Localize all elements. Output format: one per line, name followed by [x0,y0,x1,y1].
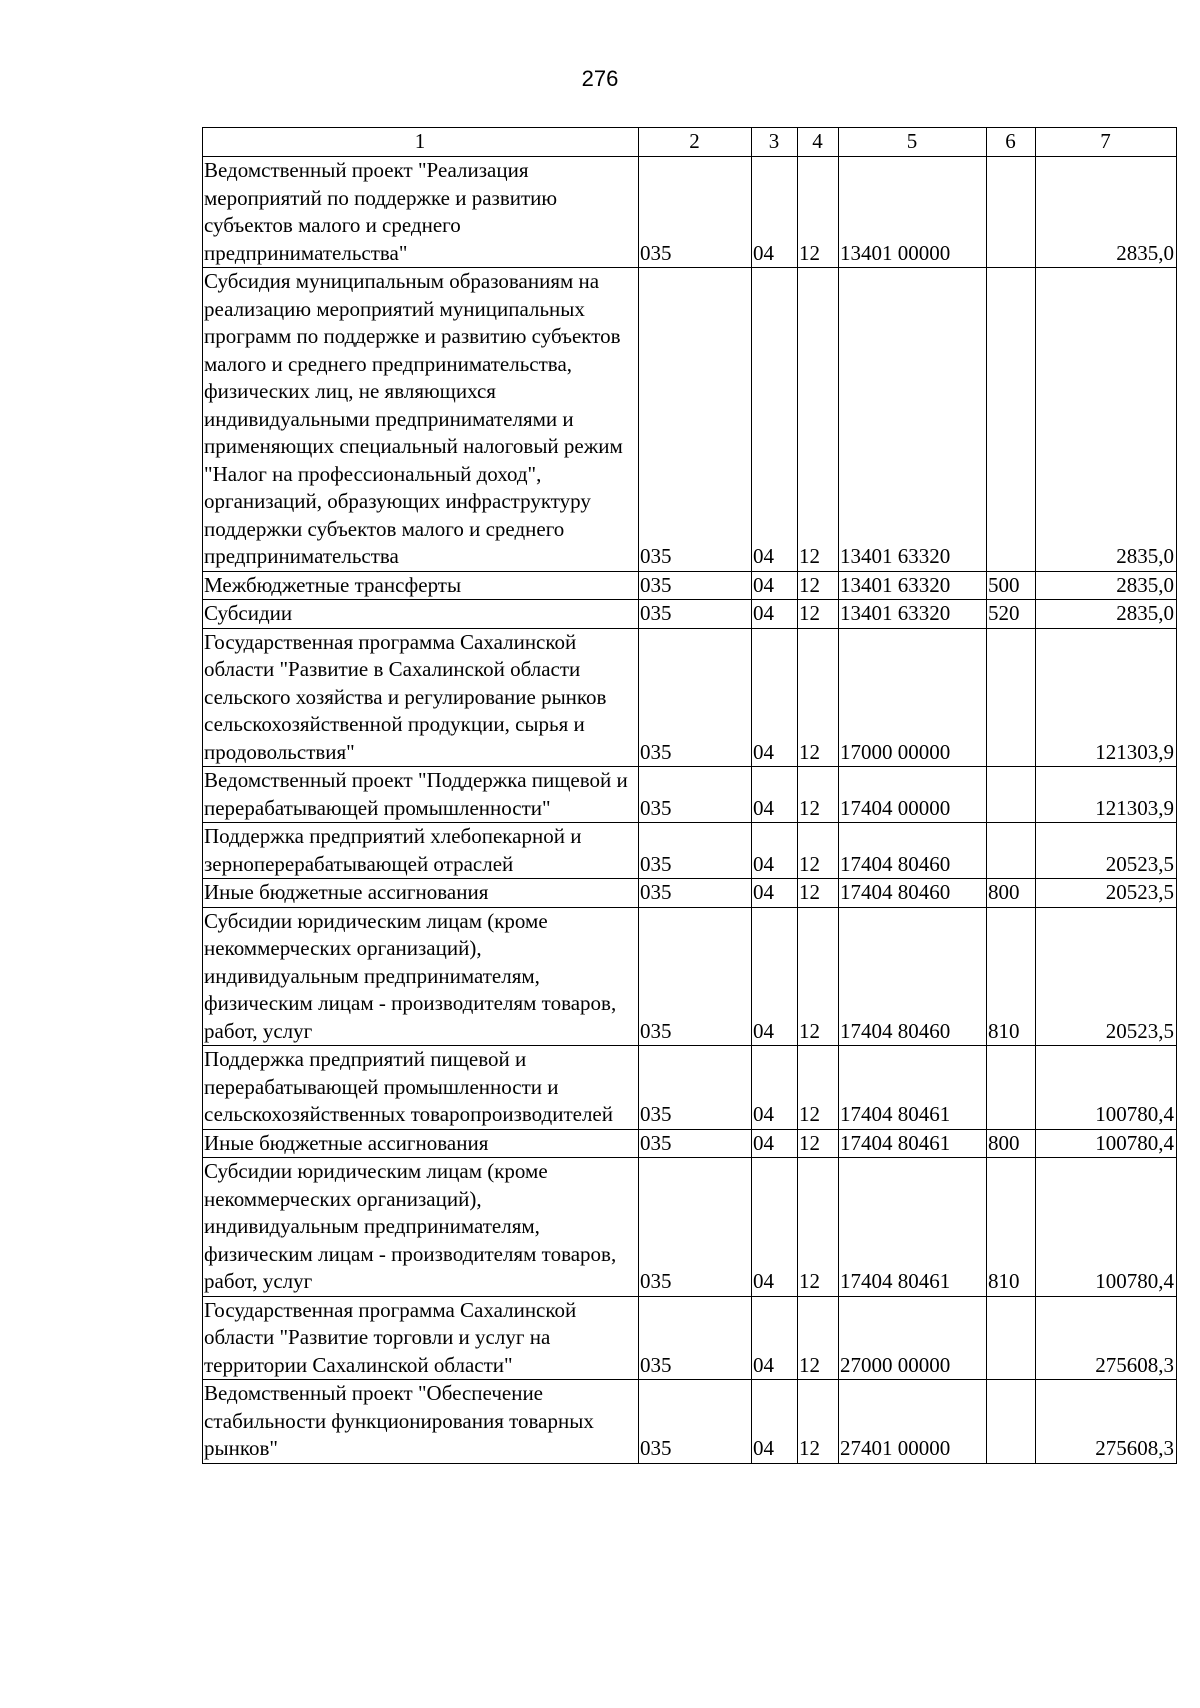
row-section-cell: 04 [752,879,798,908]
row-grbs-cell: 035 [639,1046,752,1130]
row-target-article-cell: 17404 80461 [839,1129,987,1158]
row-subsection-cell: 12 [798,767,839,823]
row-expense-type-cell [987,823,1036,879]
row-grbs-cell: 035 [639,879,752,908]
row-grbs-cell: 035 [639,571,752,600]
row-subsection-cell: 12 [798,628,839,767]
row-amount-cell: 121303,9 [1036,767,1177,823]
row-target-article-cell: 17404 80460 [839,879,987,908]
row-subsection-cell: 12 [798,600,839,629]
row-subsection-cell: 12 [798,1296,839,1380]
table-row [203,268,1177,572]
row-grbs-cell: 035 [639,600,752,629]
row-target-article-cell: 17000 00000 [839,628,987,767]
column-header: 2 [639,128,752,157]
row-expense-type-cell: 810 [987,1158,1036,1297]
row-name-cell: Ведомственный проект "Поддержка пищевой и перерабатывающей промышленности" [203,767,639,823]
row-section-cell: 04 [752,571,798,600]
row-grbs-cell: 035 [639,1296,752,1380]
table-row [203,600,1177,629]
row-amount-cell: 20523,5 [1036,823,1177,879]
budget-table [202,127,1177,1464]
row-amount-cell: 2835,0 [1036,600,1177,629]
row-target-article-cell: 17404 80460 [839,823,987,879]
row-subsection-cell: 12 [798,907,839,1046]
row-section-cell: 04 [752,1380,798,1464]
row-subsection-cell: 12 [798,1046,839,1130]
table-row [203,879,1177,908]
row-name-cell: Субсидии [203,600,639,629]
column-header: 1 [203,128,639,157]
row-section-cell: 04 [752,767,798,823]
row-section-cell: 04 [752,157,798,268]
row-name-cell: Иные бюджетные ассигнования [203,1129,639,1158]
row-section-cell: 04 [752,907,798,1046]
row-subsection-cell: 12 [798,823,839,879]
row-expense-type-cell [987,767,1036,823]
row-expense-type-cell: 810 [987,907,1036,1046]
table-row [203,628,1177,767]
row-grbs-cell: 035 [639,268,752,572]
row-grbs-cell: 035 [639,1129,752,1158]
column-header: 5 [839,128,987,157]
row-amount-cell: 100780,4 [1036,1129,1177,1158]
table-row [203,1380,1177,1464]
row-name-cell: Ведомственный проект "Реализация мероприятий по поддержке и развитию субъектов малого и среднего предпринимательства" [203,157,639,268]
row-section-cell: 04 [752,1158,798,1297]
table-row [203,571,1177,600]
row-target-article-cell: 17404 80461 [839,1158,987,1297]
row-amount-cell: 2835,0 [1036,571,1177,600]
row-expense-type-cell: 500 [987,571,1036,600]
table-row [203,907,1177,1046]
row-name-cell: Субсидия муниципальным образованиям на реализацию мероприятий муниципальных программ по поддержке и развитию субъектов малого и среднего предпринимательства, физических лиц, не являющихся индивидуальными предпринимателями и применяющих специальный налоговый режим "Налог на профессиональный доход", организаций, образующих инфраструктуру поддержки субъектов малого и среднего предпринимательства [203,268,639,572]
row-expense-type-cell: 520 [987,600,1036,629]
row-expense-type-cell: 800 [987,1129,1036,1158]
row-target-article-cell: 13401 63320 [839,268,987,572]
table-header-row [203,128,1177,157]
row-grbs-cell: 035 [639,1380,752,1464]
table-row [203,1046,1177,1130]
row-expense-type-cell: 800 [987,879,1036,908]
row-section-cell: 04 [752,1296,798,1380]
row-subsection-cell: 12 [798,879,839,908]
row-subsection-cell: 12 [798,571,839,600]
row-expense-type-cell [987,268,1036,572]
row-section-cell: 04 [752,1046,798,1130]
page-number: 276 [581,66,619,91]
row-amount-cell: 275608,3 [1036,1380,1177,1464]
row-subsection-cell: 12 [798,268,839,572]
row-amount-cell: 121303,9 [1036,628,1177,767]
row-expense-type-cell [987,1046,1036,1130]
table-row [203,157,1177,268]
table-row [203,1158,1177,1297]
table-row [203,1129,1177,1158]
row-target-article-cell: 17404 80461 [839,1046,987,1130]
row-target-article-cell: 13401 00000 [839,157,987,268]
row-section-cell: 04 [752,600,798,629]
row-target-article-cell: 27401 00000 [839,1380,987,1464]
row-amount-cell: 100780,4 [1036,1158,1177,1297]
row-amount-cell: 20523,5 [1036,907,1177,1046]
row-grbs-cell: 035 [639,1158,752,1297]
row-target-article-cell: 17404 00000 [839,767,987,823]
table-row [203,1296,1177,1380]
table-row [203,823,1177,879]
row-name-cell: Ведомственный проект "Обеспечение стабильности функционирования товарных рынков" [203,1380,639,1464]
row-section-cell: 04 [752,268,798,572]
row-name-cell: Субсидии юридическим лицам (кроме некоммерческих организаций), индивидуальным предпринимателям, физическим лицам - производителям товаров, работ, услуг [203,907,639,1046]
row-grbs-cell: 035 [639,767,752,823]
row-name-cell: Государственная программа Сахалинской области "Развитие торговли и услуг на территории Сахалинской области" [203,1296,639,1380]
column-header: 7 [1036,128,1177,157]
row-grbs-cell: 035 [639,628,752,767]
row-amount-cell: 2835,0 [1036,157,1177,268]
row-amount-cell: 20523,5 [1036,879,1177,908]
row-target-article-cell: 13401 63320 [839,600,987,629]
row-subsection-cell: 12 [798,1380,839,1464]
row-expense-type-cell [987,628,1036,767]
row-amount-cell: 100780,4 [1036,1046,1177,1130]
column-header: 3 [752,128,798,157]
row-name-cell: Межбюджетные трансферты [203,571,639,600]
row-section-cell: 04 [752,823,798,879]
row-grbs-cell: 035 [639,907,752,1046]
row-target-article-cell: 13401 63320 [839,571,987,600]
table-row [203,767,1177,823]
column-header: 4 [798,128,839,157]
row-amount-cell: 275608,3 [1036,1296,1177,1380]
row-subsection-cell: 12 [798,157,839,268]
row-target-article-cell: 27000 00000 [839,1296,987,1380]
row-expense-type-cell [987,1380,1036,1464]
row-grbs-cell: 035 [639,823,752,879]
row-expense-type-cell [987,157,1036,268]
row-name-cell: Поддержка предприятий пищевой и перерабатывающей промышленности и сельскохозяйственных товаропроизводителей [203,1046,639,1130]
row-subsection-cell: 12 [798,1158,839,1297]
row-target-article-cell: 17404 80460 [839,907,987,1046]
row-name-cell: Иные бюджетные ассигнования [203,879,639,908]
column-header: 6 [987,128,1036,157]
row-grbs-cell: 035 [639,157,752,268]
row-name-cell: Государственная программа Сахалинской области "Развитие в Сахалинской области сельского хозяйства и регулирование рынков сельскохозяйственной продукции, сырья и продовольствия" [203,628,639,767]
row-name-cell: Субсидии юридическим лицам (кроме некоммерческих организаций), индивидуальным предпринимателям, физическим лицам - производителям товаров, работ, услуг [203,1158,639,1297]
row-expense-type-cell [987,1296,1036,1380]
row-amount-cell: 2835,0 [1036,268,1177,572]
row-section-cell: 04 [752,1129,798,1158]
row-section-cell: 04 [752,628,798,767]
row-name-cell: Поддержка предприятий хлебопекарной и зерноперерабатывающей отраслей [203,823,639,879]
row-subsection-cell: 12 [798,1129,839,1158]
